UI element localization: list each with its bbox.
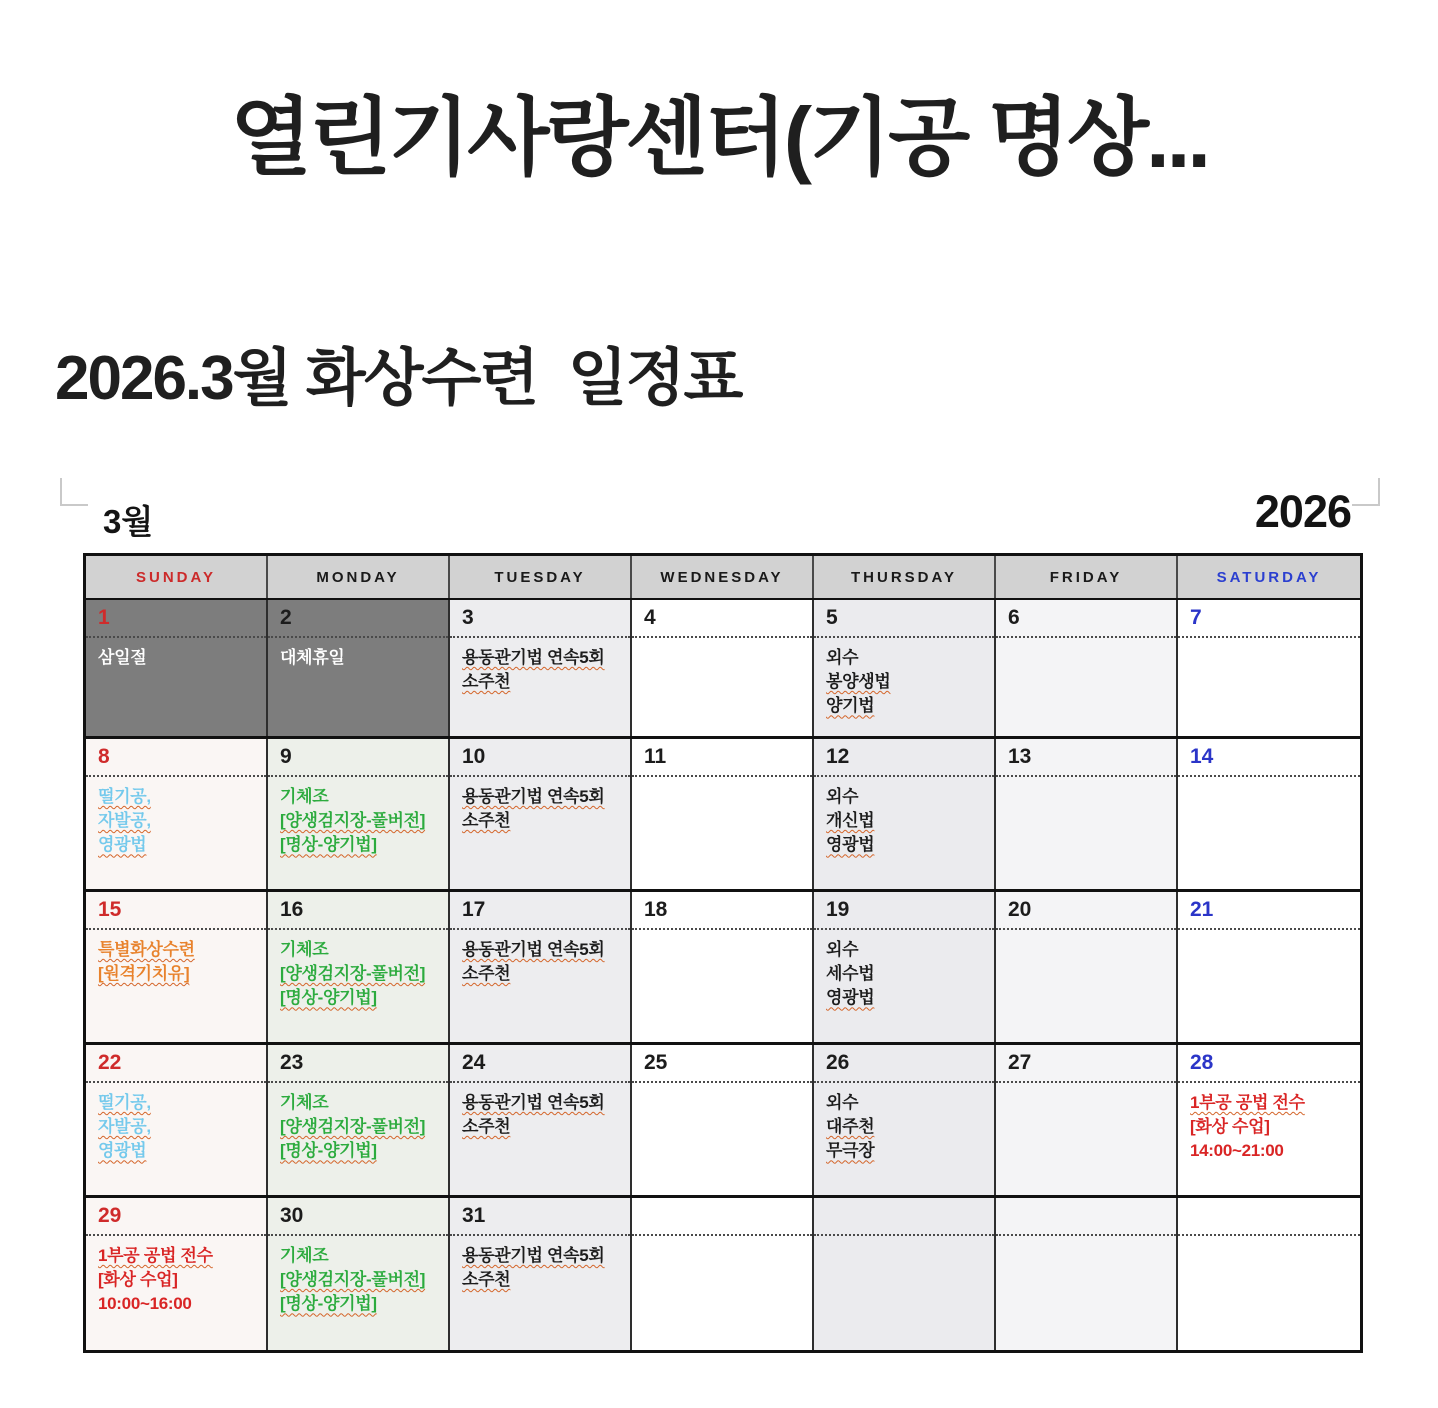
calendar-cell-13 [996,739,1178,889]
calendar-cell-17 [450,892,632,1042]
calendar-cell-empty [1178,1198,1360,1350]
date-number [996,1198,1176,1236]
event-line: 소주천 [462,672,511,692]
event-list [450,777,630,833]
event-list [814,777,994,857]
date-number: 29 [86,1198,266,1236]
calendar-cell-30 [268,1198,450,1350]
event-line: 떨기공, [98,1093,151,1112]
date-number: 21 [1178,892,1360,930]
event-list [86,930,266,986]
event-line: 개신법 [826,811,875,831]
calendar-cell-14 [1178,739,1360,889]
calendar-cell-empty [632,1198,814,1350]
calendar-cell-21 [1178,892,1360,1042]
date-number: 8 [86,739,266,777]
event-line: 외수 [826,1093,859,1112]
schedule-heading: 2026.3월 화상수련 일정표 [55,344,742,413]
event-line: 영광법 [98,1141,147,1161]
event-list [86,1083,266,1163]
event-line: [양생검지장-풀버전] [280,1270,426,1290]
event-line: 떨기공, [98,787,151,806]
date-number: 10 [450,739,630,777]
event-list [814,930,994,1010]
event-list [814,1083,994,1163]
event-line: 기체조 [280,1093,329,1112]
event-line: 영광법 [826,835,875,855]
event-line: [명상-양기법] [280,988,377,1008]
calendar-cell-24 [450,1045,632,1195]
date-number: 9 [268,739,448,777]
event-line: 삼일절 [98,648,147,667]
event-line: 14:00~21:00 [1190,1141,1284,1161]
event-list [1178,638,1360,646]
event-line: 소주천 [462,1117,511,1137]
event-list [450,930,630,986]
event-line: 세수법 [826,964,875,984]
calendar-cell-31 [450,1198,632,1350]
calendar-cell-29 [86,1198,268,1350]
event-line: 용동관기법 연속5회 [462,787,605,806]
date-number: 4 [632,600,812,638]
weekday-header-thursday: THURSDAY [814,556,996,598]
event-list [1178,930,1360,938]
weekday-header-monday: MONDAY [268,556,450,598]
event-line: [명상-양기법] [280,835,377,855]
date-number: 19 [814,892,994,930]
date-number [1178,1198,1360,1236]
date-number [814,1198,994,1236]
calendar-cell-15 [86,892,268,1042]
event-line: 영광법 [98,835,147,855]
page-corner-mark-left [60,478,88,506]
event-line: 특별화상수련 [98,940,195,959]
calendar-week-row-4 [86,1045,1360,1198]
calendar-cell-25 [632,1045,814,1195]
calendar-cell-23 [268,1045,450,1195]
event-line: 자발공, [98,811,151,831]
calendar-cell-11 [632,739,814,889]
event-list [450,1083,630,1139]
calendar-cell-4 [632,600,814,736]
date-number: 20 [996,892,1176,930]
event-line: 외수 [826,940,859,959]
event-line: [화상 수업] [1190,1117,1270,1137]
event-list [632,1083,812,1091]
event-line: [양생검지장-풀버전] [280,964,426,984]
event-list [86,777,266,857]
event-list [86,638,266,670]
date-number: 18 [632,892,812,930]
event-list [1178,1236,1360,1244]
calendar-cell-28 [1178,1045,1360,1195]
calendar-year-label: 2026 [1254,486,1351,537]
calendar-cell-1 [86,600,268,736]
date-number: 16 [268,892,448,930]
event-line: 대체휴일 [280,648,345,667]
calendar-cell-6 [996,600,1178,736]
calendar-cell-3 [450,600,632,736]
event-line: 10:00~16:00 [98,1294,192,1314]
date-number: 12 [814,739,994,777]
date-number: 22 [86,1045,266,1083]
calendar-week-row-1 [86,600,1360,739]
event-line: 1부공 공법 전수 [1190,1093,1305,1112]
calendar-cell-27 [996,1045,1178,1195]
calendar-table [83,553,1363,1353]
event-line: 1부공 공법 전수 [98,1246,213,1265]
event-line: 용동관기법 연속5회 [462,940,605,959]
weekday-header-row [86,556,1360,600]
event-list [814,1236,994,1244]
event-list [268,1083,448,1163]
event-line: 소주천 [462,811,511,831]
event-list [268,638,448,670]
event-line: 기체조 [280,940,329,959]
date-number: 30 [268,1198,448,1236]
event-line: [양생검지장-풀버전] [280,1117,426,1137]
date-number: 11 [632,739,812,777]
event-line: 소주천 [462,1270,511,1290]
event-list [632,638,812,646]
event-line: [명상-양기법] [280,1141,377,1161]
event-list [268,1236,448,1316]
date-number: 28 [1178,1045,1360,1083]
date-number [632,1198,812,1236]
event-line: 외수 [826,787,859,806]
event-list [996,1083,1176,1091]
calendar-cell-8 [86,739,268,889]
page-title: 열린기사랑센터(기공 명상... [230,91,1208,186]
date-number: 31 [450,1198,630,1236]
event-line: 용동관기법 연속5회 [462,1246,605,1265]
calendar-cell-2 [268,600,450,736]
page-corner-mark-right [1352,478,1380,506]
date-number: 5 [814,600,994,638]
event-list [814,638,994,718]
event-list [1178,777,1360,785]
event-line: 용동관기법 연속5회 [462,648,605,667]
date-number: 15 [86,892,266,930]
calendar-month-label: 3월 [103,503,154,540]
event-list [1178,1083,1360,1163]
event-line: 기체조 [280,787,329,806]
event-list [450,1236,630,1292]
event-line: 대주천 [826,1117,875,1137]
date-number: 27 [996,1045,1176,1083]
calendar-cell-16 [268,892,450,1042]
event-list [996,777,1176,785]
calendar-cell-18 [632,892,814,1042]
date-number: 7 [1178,600,1360,638]
weekday-header-saturday: SATURDAY [1216,568,1322,586]
event-list [996,1236,1176,1244]
weekday-header-friday: FRIDAY [996,556,1178,598]
event-line: 영광법 [826,988,875,1008]
event-line: 자발공, [98,1117,151,1137]
calendar-cell-12 [814,739,996,889]
date-number: 25 [632,1045,812,1083]
event-list [268,777,448,857]
event-line: [명상-양기법] [280,1294,377,1314]
event-line: 무극장 [826,1141,875,1161]
calendar-weeks [86,600,1360,1350]
weekday-header-wednesday: WEDNESDAY [632,556,814,598]
event-line: 용동관기법 연속5회 [462,1093,605,1112]
calendar-week-row-5 [86,1198,1360,1350]
calendar-cell-empty [996,1198,1178,1350]
calendar-cell-7 [1178,600,1360,736]
event-list [632,1236,812,1244]
calendar-cell-5 [814,600,996,736]
date-number: 23 [268,1045,448,1083]
event-line: [화상 수업] [98,1270,178,1290]
event-list [632,930,812,938]
date-number: 2 [268,600,448,638]
event-line: [원격기치유] [98,964,190,984]
calendar-week-row-3 [86,892,1360,1045]
event-line: 기체조 [280,1246,329,1265]
calendar-cell-10 [450,739,632,889]
calendar-cell-19 [814,892,996,1042]
date-number: 6 [996,600,1176,638]
calendar-week-row-2 [86,739,1360,892]
date-number: 17 [450,892,630,930]
calendar-cell-26 [814,1045,996,1195]
event-line: 외수 [826,648,859,667]
event-line: 소주천 [462,964,511,984]
calendar-cell-9 [268,739,450,889]
date-number: 14 [1178,739,1360,777]
calendar-cell-20 [996,892,1178,1042]
date-number: 24 [450,1045,630,1083]
date-number: 3 [450,600,630,638]
weekday-header-sunday: SUNDAY [86,556,268,598]
event-list [996,638,1176,646]
event-list [996,930,1176,938]
date-number: 1 [86,600,266,638]
event-line: [양생검지장-풀버전] [280,811,426,831]
date-number: 26 [814,1045,994,1083]
event-line: 봉양생법 [826,672,891,692]
event-list [86,1236,266,1316]
event-list [450,638,630,694]
event-line: 양기법 [826,696,875,716]
calendar-cell-22 [86,1045,268,1195]
event-list [268,930,448,1010]
calendar-cell-empty [814,1198,996,1350]
weekday-header-tuesday: TUESDAY [450,556,632,598]
event-list [632,777,812,785]
date-number: 13 [996,739,1176,777]
